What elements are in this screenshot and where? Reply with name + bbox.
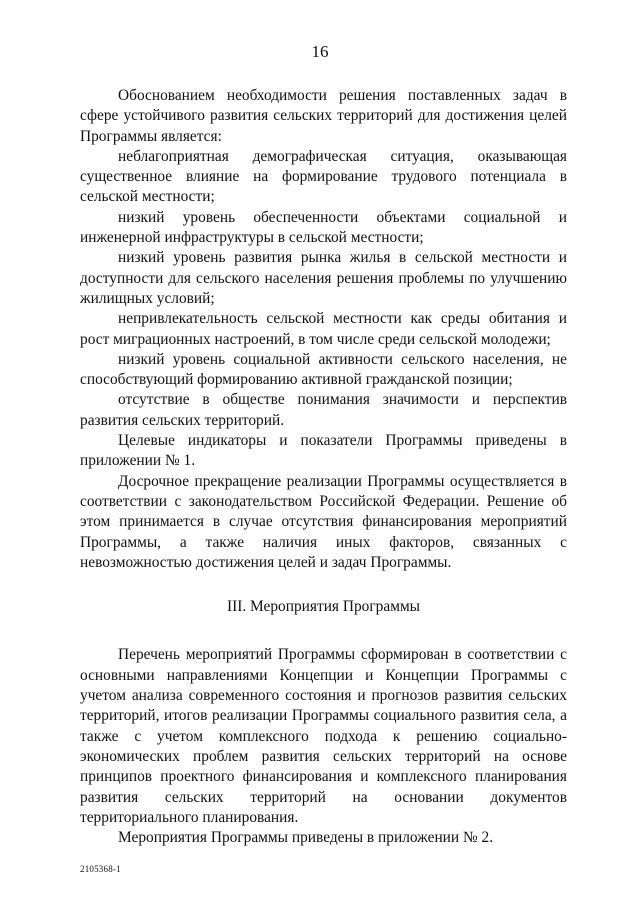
paragraph-infrastructure: низкий уровень обеспеченности объектами социальной и инженерной инфраструктуры в сельской местности; [80,208,567,247]
section-heading: III. Мероприятия Программы [226,598,421,616]
paragraph-measures-list: Перечень мероприятий Программы сформирован в соответствии с основными направлениями Концепции и Концепции Программы с учетом анализа современного состояния и прогнозов развития сельских территорий, итогов реализации Программы социального развития села, а также с учетом комплексного подхода к решению социально-экономических проблем развития сельских территорий на основе принципов проектного финансирования и комплексного планирования развития сельских территорий на основании документов территориального планирования. [80,646,567,826]
paragraph-demographic: неблагоприятная демографическая ситуация, оказывающая существенное влияние на формирование трудового потенциала в сельской местности; [80,147,567,206]
paragraph-indicators: Целевые индикаторы и показатели Программы приведены в приложении № 1. [80,432,567,470]
paragraph-measures-appendix: Мероприятия Программы приведены в приложении № 2. [118,829,494,847]
paragraph-termination: Досрочное прекращение реализации Программы осуществляется в соответствии с законодательством Российской Федерации. Решение об этом принимается в случае отсутствия финансирования мероприятий Программы, а также наличия иных факторов, связанных с невозможностью достижения целей и задач Программы. [80,472,567,571]
paragraph-housing: низкий уровень развития рынка жилья в сельской местности и доступности для сельского населения решения проблемы по улучшению жилищных условий; [80,249,567,307]
paragraph-social-activity: низкий уровень социальной активности сельского населения, не способствующий формированию активной гражданской позиции; [80,350,567,389]
paragraph-migration: непривлекательность сельской местности как среды обитания и рост миграционных настроений, в том числе среди сельской молодежи; [80,310,567,348]
page-number: 16 [311,42,329,61]
page-body [80,86,567,848]
document-code: 2105368-1 [80,864,121,874]
paragraph-understanding: отсутствие в обществе понимания значимости и перспектив развития сельских территорий. [80,391,567,429]
paragraph-intro: Обоснованием необходимости решения поставленных задач в сфере устойчивого развития сельских территорий для достижения целей Программы является: [80,87,567,145]
